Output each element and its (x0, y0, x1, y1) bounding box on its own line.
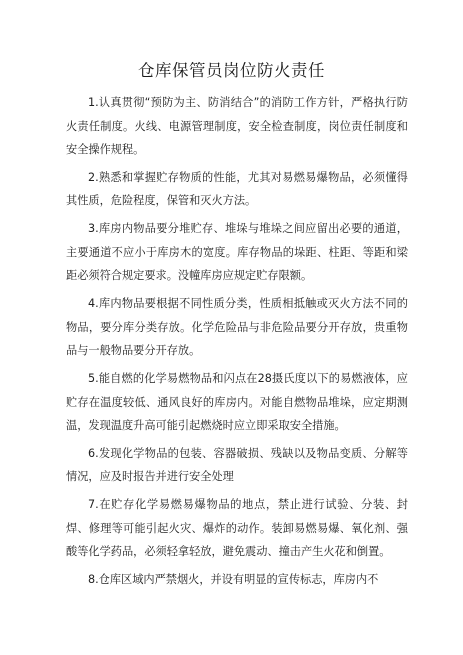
paragraph-2: 2.熟悉和掌握贮存物质的性能，尤其对易燃易爆物品，必须懂得其性质，危险程度，保管和灭火方法。 (66, 170, 408, 208)
paragraph-1: 1.认真贯彻“预防为主、防消结合”的消防工作方针，严格执行防火责任制度。火线、电源管理制度，安全检查制度，岗位责任制度和安全操作规程。 (66, 96, 408, 156)
paragraph-6: 6.发现化学物品的包装、容器破损、残缺以及物品变质、分解等情况，应及时报告并进行安全处理 (66, 446, 408, 484)
document-title: 仓库保管员岗位防火责任 (138, 61, 325, 80)
paragraph-3: 3.库房内物品要分堆贮存、堆垛与堆垛之间应留出必要的通道，主要通道不应小于库房木的宽度。库存物品的垛距、柱距、等距和梁距必须符合规定要求。没幢库房应规定贮存限额。 (66, 222, 408, 283)
paragraph-8: 8.仓库区域内严禁烟火，并设有明显的宣传标志，库房内不 (88, 573, 379, 587)
paragraph-4: 4.库内物品要根据不同性质分类，性质相抵触或灭火方法不同的物品，要分库分类存放。化学危险品与非危险品要分开存放，贵重物品与一般物品要分开存放。 (66, 297, 408, 358)
paragraph-5: 5.能自燃的化学易燃物品和闪点在28摄氏度以下的易燃液体，应贮存在温度较低、通风良好的库房内。对能自燃物品堆垛，应定期测温，发现温度升高可能引起燃烧时应立即采取安全措施。 (66, 372, 408, 433)
paragraph-7: 7.在贮存化学易燃易爆物品的地点，禁止进行试验、分装、封焊、修理等可能引起火灾、爆炸的动作。装卸易燃易爆、氧化剂、强酸等化学药品，必须轻拿轻放，避免震动、撞击产生火花和倒置。 (66, 498, 408, 559)
document-body (66, 91, 408, 596)
